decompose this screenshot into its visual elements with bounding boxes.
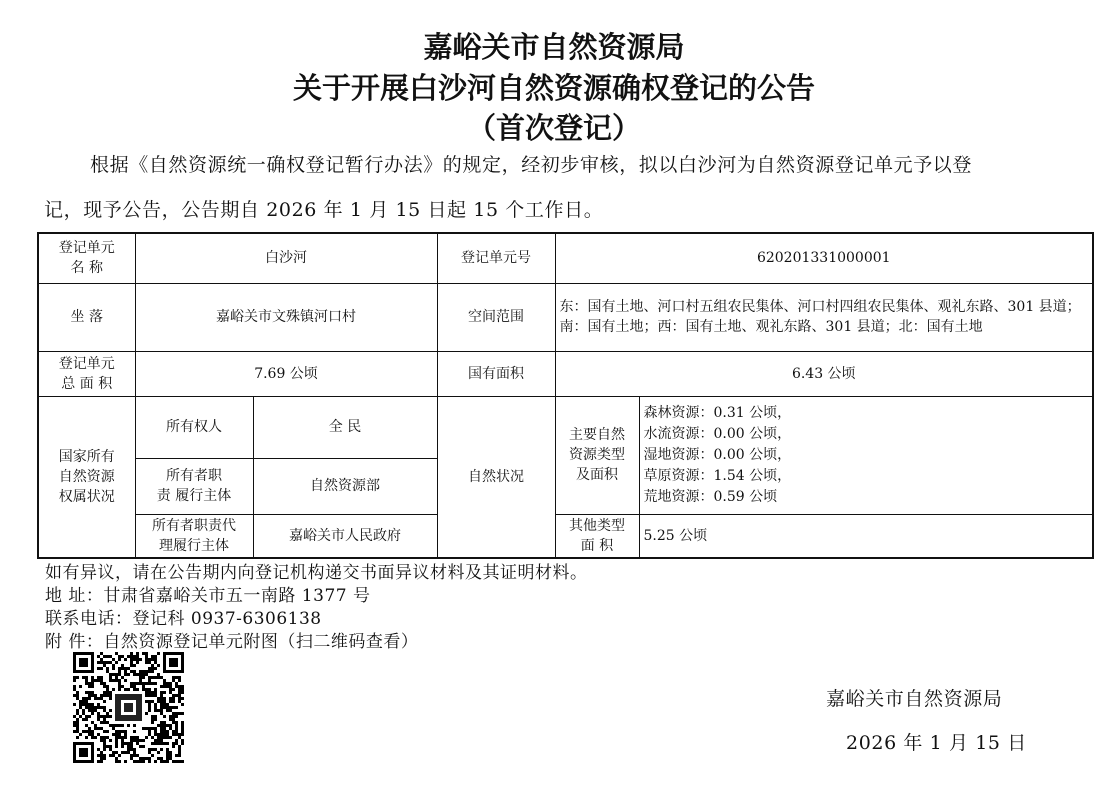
title-line-2: 关于开展白沙河自然资源确权登记的公告 bbox=[292, 71, 815, 105]
state-area-label: 国有面积 bbox=[437, 351, 555, 396]
registration-table bbox=[37, 232, 1094, 559]
resource-forest: 森林资源：0.31 公顷， bbox=[643, 404, 792, 421]
unit-name-value: 白沙河 bbox=[135, 233, 437, 283]
unit-no-label: 登记单元号 bbox=[437, 233, 555, 283]
proxy-subject-value: 嘉峪关市人民政府 bbox=[253, 514, 437, 558]
state-area-value: 6.43 公顷 bbox=[555, 351, 1093, 396]
other-types-label: 其他类型 面 积 bbox=[555, 514, 639, 558]
title-line-1: 嘉峪关市自然资源局 bbox=[423, 30, 685, 64]
resources-list bbox=[639, 396, 1093, 514]
scope-label: 空间范围 bbox=[437, 283, 555, 351]
total-area-label: 登记单元 总 面 积 bbox=[38, 351, 135, 396]
intro-line-1: 根据《自然资源统一确权登记暂行办法》的规定，经初步审核，拟以白沙河为自然资源登记单元予以登 bbox=[90, 154, 973, 176]
main-types-label: 主要自然 资源类型 及面积 bbox=[555, 396, 639, 514]
nature-label: 自然状况 bbox=[437, 396, 555, 558]
title-line-3: （首次登记） bbox=[466, 111, 641, 145]
resource-grassland: 草原资源：1.54 公顷， bbox=[643, 467, 792, 484]
owner-value: 全 民 bbox=[253, 396, 437, 458]
resource-wasteland: 荒地资源：0.59 公顷 bbox=[643, 488, 778, 505]
owner-label: 所有权人 bbox=[135, 396, 253, 458]
resource-water: 水流资源：0.00 公顷， bbox=[643, 425, 792, 442]
unit-no-value: 620201331000001 bbox=[555, 233, 1093, 283]
signature-org: 嘉峪关市自然资源局 bbox=[826, 688, 1003, 710]
qr-code-icon[interactable] bbox=[73, 652, 184, 763]
other-types-value: 5.25 公顷 bbox=[639, 514, 1093, 558]
duty-subject-label: 所有者职 责 履行主体 bbox=[135, 458, 253, 514]
attachment-line: 附 件：自然资源登记单元附图（扫二维码查看） bbox=[45, 632, 419, 652]
scope-value: 东：国有土地、河口村五组农民集体、河口村四组农民集体、观礼东路、301 县道；南：国有土地；西：国有土地、观礼东路、301 县道；北：国有土地 bbox=[555, 283, 1093, 351]
address-line: 地 址：甘肃省嘉峪关市五一南路 1377 号 bbox=[45, 586, 371, 606]
phone-line: 联系电话：登记科 0937-6306138 bbox=[45, 609, 322, 629]
unit-name-label: 登记单元 名 称 bbox=[38, 233, 135, 283]
location-label: 坐 落 bbox=[38, 283, 135, 351]
duty-subject-value: 自然资源部 bbox=[253, 458, 437, 514]
intro-line-2: 记，现予公告，公告期自 2026 年 1 月 15 日起 15 个工作日。 bbox=[44, 199, 604, 221]
resource-wetland: 湿地资源：0.00 公顷， bbox=[643, 446, 792, 463]
total-area-value: 7.69 公顷 bbox=[135, 351, 437, 396]
objection-note: 如有异议，请在公告期内向登记机构递交书面异议材料及其证明材料。 bbox=[45, 563, 588, 583]
signature-date: 2026 年 1 月 15 日 bbox=[846, 732, 1027, 754]
ownership-status-label: 国家所有 自然资源 权属状况 bbox=[38, 396, 135, 558]
location-value: 嘉峪关市文殊镇河口村 bbox=[135, 283, 437, 351]
proxy-subject-label: 所有者职责代 理履行主体 bbox=[135, 514, 253, 558]
